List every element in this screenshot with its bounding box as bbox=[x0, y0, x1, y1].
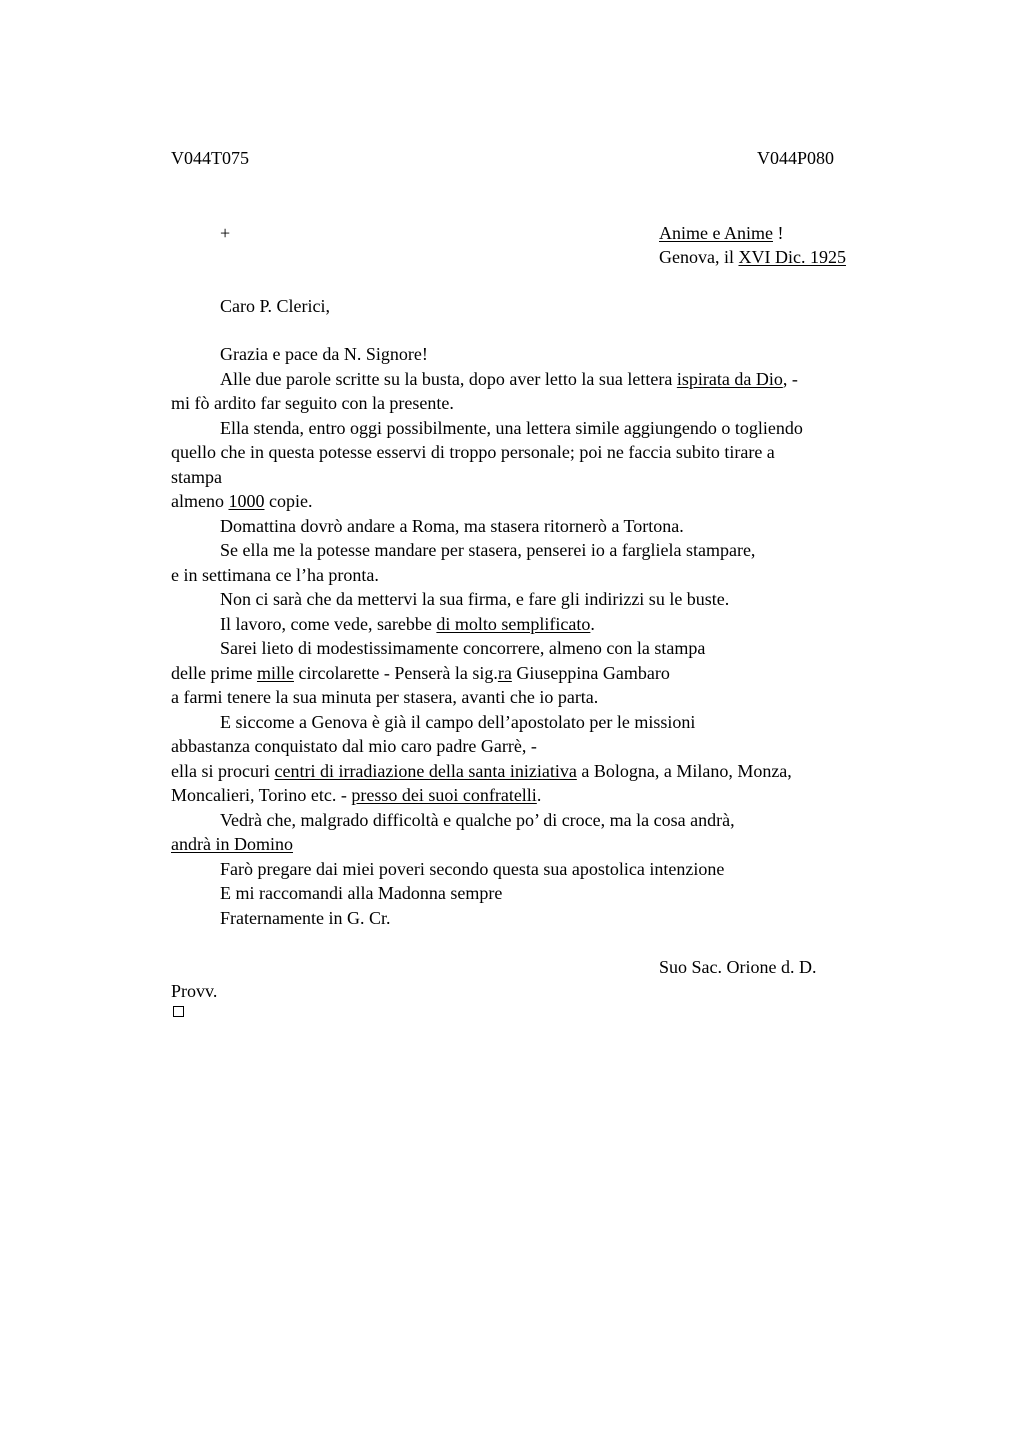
underlined-text: centri di irradiazione della santa iniziativa bbox=[274, 760, 577, 781]
body-line bbox=[171, 661, 891, 686]
text-run: ella si procuri bbox=[171, 760, 275, 781]
dateline-prefix: Genova, il bbox=[659, 247, 739, 267]
signature: Suo Sac. Orione d. D. bbox=[659, 957, 817, 977]
body-line: stampa bbox=[171, 466, 222, 487]
text-run: almeno bbox=[171, 491, 229, 511]
body-line: quello che in questa potesse esservi di troppo personale; poi ne faccia subito tirare a bbox=[171, 442, 775, 462]
body-line: Fraternamente in G. Cr. bbox=[220, 907, 391, 928]
body-line bbox=[171, 832, 891, 857]
underlined-text: andrà in Domino bbox=[171, 834, 293, 854]
body-line: Grazia e pace da N. Signore! bbox=[220, 344, 428, 364]
text-run: a Bologna, a Milano, Monza, bbox=[576, 760, 792, 781]
square-box-icon bbox=[173, 1006, 184, 1017]
motto bbox=[659, 221, 783, 246]
underlined-text: di molto semplificato bbox=[436, 613, 591, 634]
text-run: Moncalieri, Torino etc. - bbox=[171, 785, 352, 805]
cross-mark: + bbox=[220, 223, 231, 243]
text-run: copie. bbox=[264, 491, 313, 511]
underlined-text: presso dei suoi confratelli bbox=[351, 785, 537, 805]
salutation: Caro P. Clerici, bbox=[220, 296, 330, 316]
body-line: Domattina dovrò andare a Roma, ma stasera ritornerò a Tortona. bbox=[220, 515, 684, 536]
text-run: , - bbox=[782, 368, 798, 389]
body-line bbox=[171, 759, 891, 784]
body-line: Farò pregare dai miei poveri secondo questa sua apostolica intenzione bbox=[220, 858, 725, 879]
motto-suffix: ! bbox=[772, 223, 784, 243]
underlined-text: ra bbox=[497, 662, 512, 683]
archive-ref-left: V044T075 bbox=[171, 148, 249, 168]
archive-ref-right: V044P080 bbox=[757, 148, 835, 168]
body-line: Se ella me la potesse mandare per stasera, penserei io a fargliela stampare, bbox=[220, 540, 756, 560]
body-line: E mi raccomandi alla Madonna sempre bbox=[220, 883, 503, 903]
underlined-text: 1000 bbox=[228, 491, 265, 511]
dateline-date: XVI Dic. 1925 bbox=[738, 247, 846, 267]
underlined-text: mille bbox=[256, 662, 294, 683]
text-run: Il lavoro, come vede, sarebbe bbox=[220, 613, 437, 634]
text-run: . bbox=[536, 785, 542, 805]
text-run: Alle due parole scritte su la busta, dopo aver letto la sua lettera bbox=[220, 368, 677, 389]
motto-text: Anime e Anime bbox=[659, 223, 773, 243]
body-line bbox=[171, 367, 891, 392]
text-run: Giuseppina Gambaro bbox=[511, 662, 670, 683]
body-line: e in settimana ce l’ha pronta. bbox=[171, 564, 379, 585]
letter-body bbox=[171, 342, 891, 930]
footer-note: Provv. bbox=[171, 981, 218, 1001]
body-line: mi fò ardito far seguito con la presente. bbox=[171, 393, 454, 413]
text-run: circolarette - Penserà la sig. bbox=[293, 662, 498, 683]
body-line: Ella stenda, entro oggi possibilmente, una lettera simile aggiungendo o togliendo bbox=[220, 417, 803, 438]
text-run: delle prime bbox=[171, 662, 257, 683]
body-line bbox=[171, 489, 891, 514]
body-line bbox=[171, 612, 891, 637]
text-run: . bbox=[590, 613, 595, 634]
body-line: Sarei lieto di modestissimamente concorrere, almeno con la stampa bbox=[220, 638, 706, 658]
body-line: Vedrà che, malgrado difficoltà e qualche po’ di croce, ma la cosa andrà, bbox=[220, 809, 735, 830]
body-line bbox=[171, 783, 891, 808]
body-line: abbastanza conquistato dal mio caro padre Garrè, - bbox=[171, 736, 537, 756]
dateline bbox=[659, 245, 846, 270]
body-line: a farmi tenere la sua minuta per stasera, avanti che io parta. bbox=[171, 687, 599, 707]
underlined-text: ispirata da Dio bbox=[676, 368, 783, 389]
body-line: E siccome a Genova è già il campo dell’apostolato per le missioni bbox=[220, 711, 696, 732]
body-line: Non ci sarà che da mettervi la sua firma, e fare gli indirizzi su le buste. bbox=[220, 589, 730, 609]
